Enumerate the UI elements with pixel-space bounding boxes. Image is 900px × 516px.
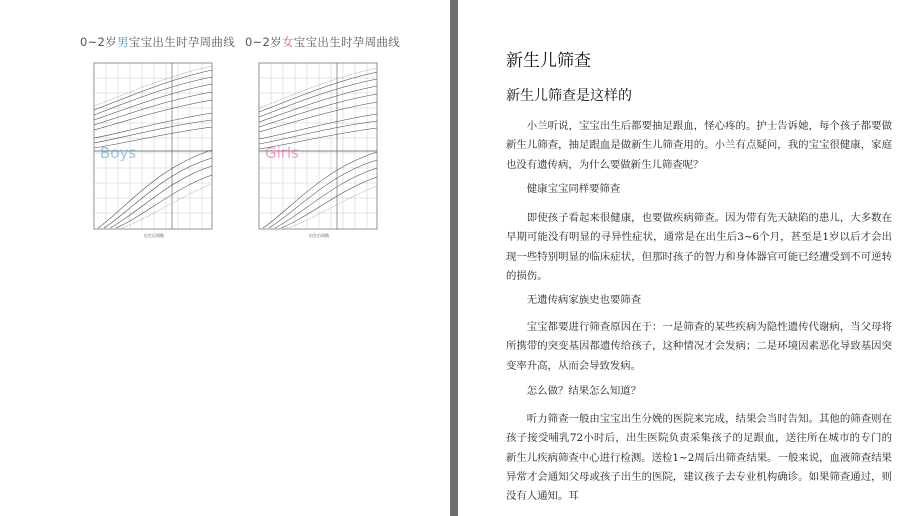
heading-healthy-baby: 健康宝宝同样要筛查 <box>526 183 621 195</box>
girls-title-gender: 女 <box>281 35 294 49</box>
paragraph-intro: 小兰听说，宝宝出生后都要抽足跟血，怪心疼的。护士告诉她，每个孩子都要做新生儿筛查，抽足跟血是做新生儿筛查用的。小兰有点疑问，我的宝宝很健康，家庭也没有遗传病，为什么要做新生儿筛查呢？ <box>506 120 892 171</box>
girls-title-prefix: 0~2岁 <box>245 35 282 49</box>
paragraph-no-family-history: 宝宝都要进行筛查原因在于：一是筛查的某些疾病为隐性遗传代谢病，当父母将所携带的突变基因都遗传给孩子，这种情况才会发病；二是环境因素恶化导致基因突变率升高，从而会导致发病。 <box>506 321 892 372</box>
page-gutter <box>450 0 458 516</box>
boys-watermark: Boys <box>100 144 137 162</box>
boys-title-suffix: 宝宝出生时孕周曲线 <box>128 35 235 49</box>
boys-chart-title <box>80 34 235 50</box>
paragraph-how-to: 听力筛查一般由宝宝出生分娩的医院来完成，结果会当时告知。其他的筛查则在孩子接受哺乳72小时后，出生医院负责采集孩子的足跟血，送往所在城市的专门的新生儿疾病筛查中心进行检测。送检1~2周后出筛查结果。一般来说，血液筛查结果异常才会通知父母或孩子出生的医院，建议孩子去专业机构确诊。如果筛查通过，则没有人通知。耳 <box>506 413 892 503</box>
boys-title-prefix: 0~2岁 <box>80 35 117 49</box>
girls-growth-chart-figure <box>251 58 389 240</box>
girls-watermark: Girls <box>265 144 299 162</box>
girls-x-axis-caption: 出生后周数 <box>309 233 329 238</box>
boys-x-axis-caption: 出生后周数 <box>144 233 164 238</box>
girls-growth-chart-image <box>251 58 389 240</box>
boys-title-gender: 男 <box>116 35 129 49</box>
girls-title-suffix: 宝宝出生时孕周曲线 <box>293 35 400 49</box>
girls-chart-title <box>245 34 400 50</box>
heading-how-to: 怎么做？结果怎么知道？ <box>526 385 642 397</box>
document-title: 新生儿筛查 <box>506 51 591 71</box>
document-subtitle: 新生儿筛查是这样的 <box>506 88 632 104</box>
heading-no-family-history: 无遗传病家族史也要筛查 <box>526 294 642 306</box>
right-page <box>458 0 900 516</box>
boys-growth-chart-figure <box>86 58 224 240</box>
paragraph-healthy-baby: 即使孩子看起来很健康，也要做疾病筛查。因为带有先天缺陷的患儿，大多数在早期可能没有明显的寻异性症状，通常是在出生后3~6个月，甚至是1岁以后才会出现一些特别明显的临床症状，但那时孩子的智力和身体器官可能已经遭受到不可逆转的损伤。 <box>506 212 892 282</box>
boys-growth-chart-image <box>86 58 224 240</box>
